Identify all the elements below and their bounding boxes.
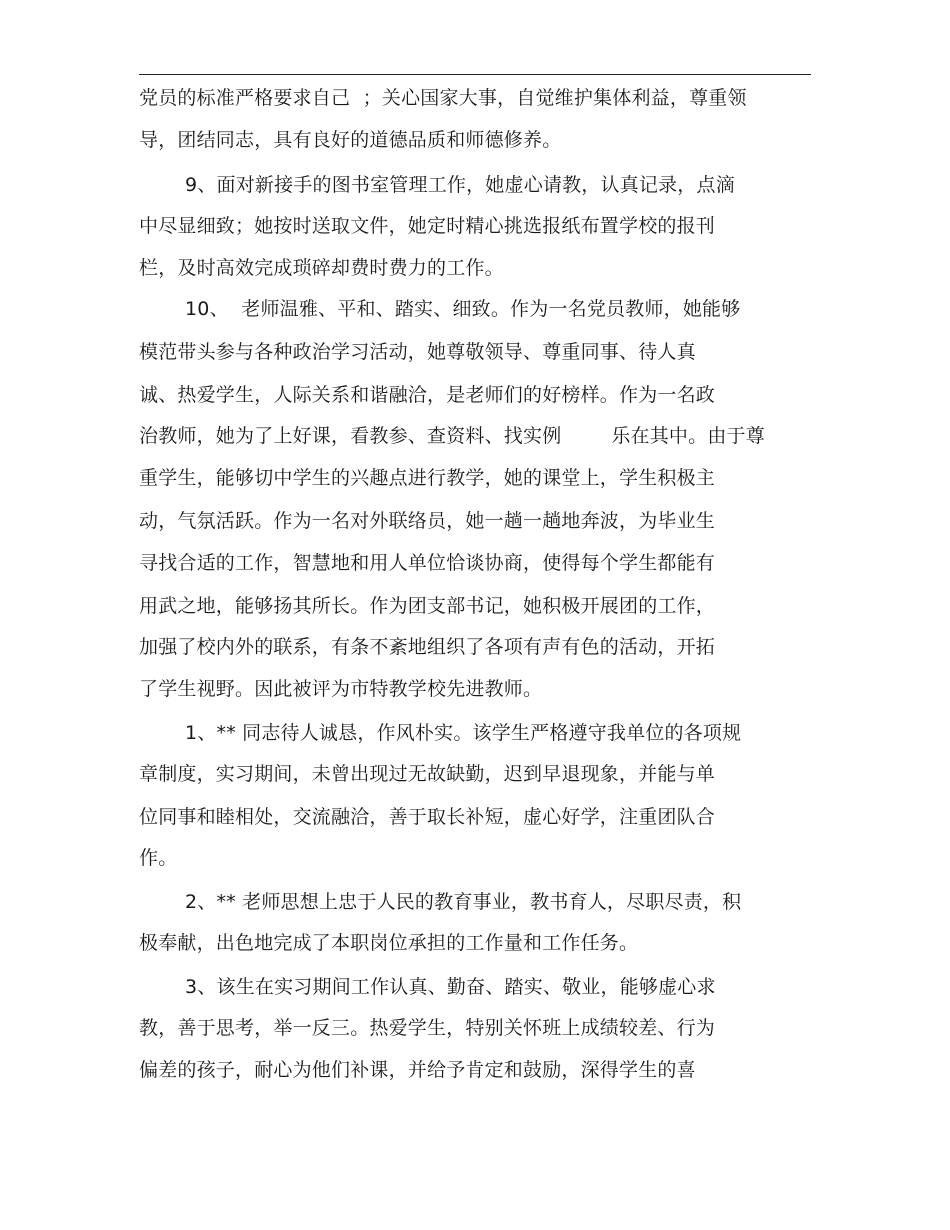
text-line: 章制度，实习期间，未曾出现过无故缺勤，迟到早退现象，并能与单 [139,763,716,785]
text-line: 极奉献，出色地完成了本职岗位承担的工作量和工作任务。 [139,932,639,954]
text-line: 治教师，她为了上好课，看教参、查资料、找实例 乐在其中。由于尊 [139,425,765,447]
text-line: 了学生视野。因此被评为市特教学校先进教师。 [139,678,543,700]
text-line: 位同事和睦相处，交流融洽，善于取长补短，虚心好学，注重团队合 [139,806,716,828]
text-line: 诚、热爱学生，人际关系和谐融洽，是老师们的好榜样。作为一名政 [139,384,716,406]
paragraph-start-1: 1、** 同志待人诚恳，作风朴实。该学生严格遵守我单位的各项规 [185,722,742,744]
text-line: 动，气氛活跃。作为一名对外联络员，她一趟一趟地奔波，为毕业生 [139,510,716,532]
text-line: 模范带头参与各种政治学习活动，她尊敬领导、尊重同事、待人真 [139,341,696,363]
text-line: 重学生，能够切中学生的兴趣点进行教学，她的课堂上，学生积极主 [139,467,716,489]
text-line: 导，团结同志，具有良好的道德品质和师德修养。 [139,129,562,151]
text-line: 作。 [139,847,178,869]
paragraph-start-2: 2、** 老师思想上忠于人民的教育事业，教书育人，尽职尽责，积 [185,891,742,913]
text-line: 加强了校内外的联系，有条不紊地组织了各项有声有色的活动，开拓 [139,636,716,658]
text-line: 教，善于思考，举一反三。热爱学生，特别关怀班上成绩较差、行为 [139,1017,716,1039]
text-line: 栏，及时高效完成琐碎却费时费力的工作。 [139,257,504,279]
text-line: 党员的标准严格要求自己 ；关心国家大事，自觉维护集体利益，尊重领 [139,87,747,109]
text-line: 偏差的孩子，耐心为他们补课，并给予肯定和鼓励，深得学生的喜 [139,1059,696,1081]
text-line: 寻找合适的工作，智慧地和用人单位恰谈协商，使得每个学生都能有 [139,552,716,574]
text-line: 用武之地，能够扬其所长。作为团支部书记，她积极开展团的工作， [139,595,716,617]
paragraph-start-9: 9、面对新接手的图书室管理工作，她虚心请教，认真记录，点滴 [185,174,735,196]
text-line: 中尽显细致；她按时送取文件，她定时精心挑选报纸布置学校的报刊 [139,215,716,237]
header-rule [139,74,811,75]
paragraph-start-10: 10、 老师温雅、平和、踏实、细致。作为一名党员教师，她能够 [185,298,741,320]
paragraph-start-3: 3、该生在实习期间工作认真、勤奋、踏实、敬业，能够虚心求 [185,976,716,998]
